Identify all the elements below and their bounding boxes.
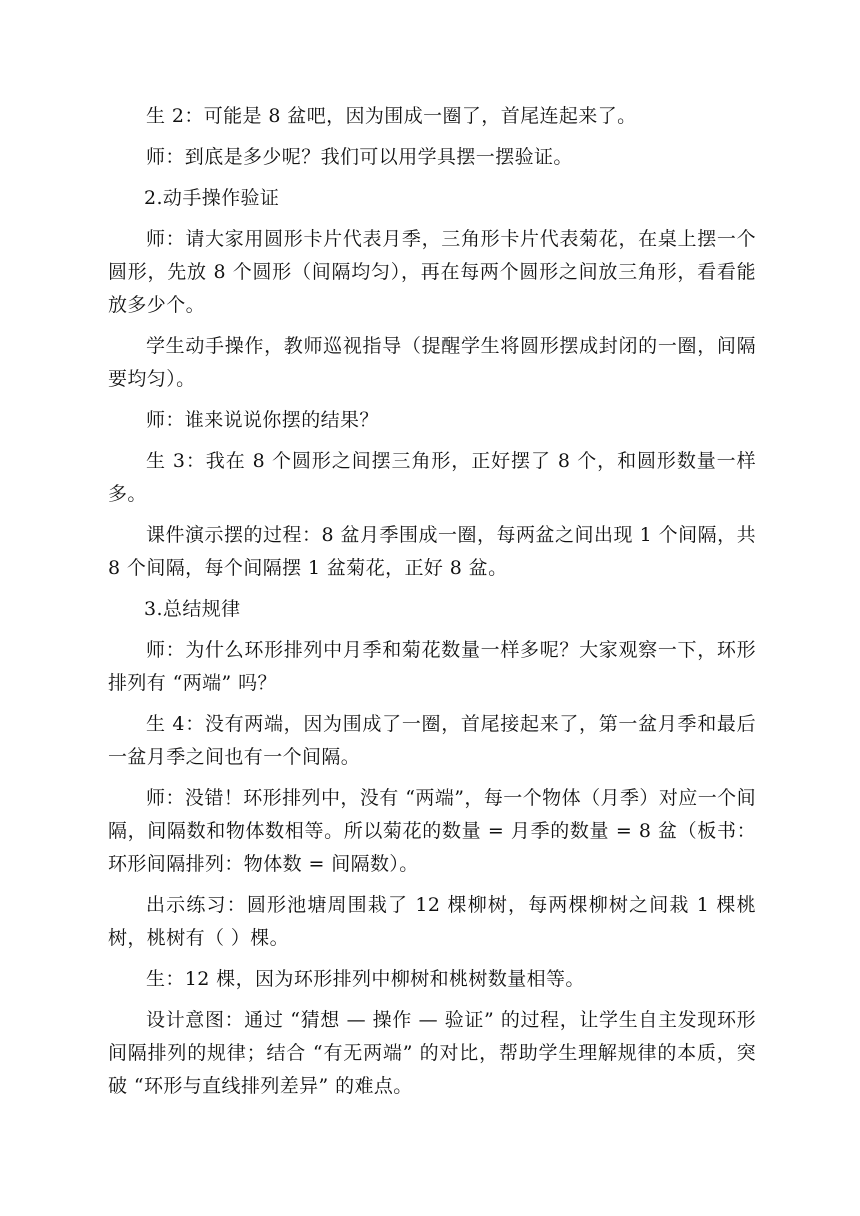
document-body xyxy=(108,100,756,1103)
paragraph-gap xyxy=(108,774,756,782)
paragraph-gap xyxy=(108,511,756,519)
paragraph-student3-result: 生 3：我在 8 个圆形之间摆三角形，正好摆了 8 个，和圆形数量一样多。 xyxy=(108,450,756,505)
paragraph-teacher-instructions: 师：请大家用圆形卡片代表月季，三角形卡片代表菊花，在桌上摆一个圆形，先放 8 个圆形（间隔均匀），再在每两个圆形之间放三角形，看看能放多少个。 xyxy=(108,228,756,316)
paragraph-gap xyxy=(108,215,756,223)
paragraph-student2-guess: 生 2：可能是 8 盆吧，因为围成一圈了，首尾连起来了。 xyxy=(146,105,637,127)
paragraph-gap xyxy=(108,437,756,445)
paragraph-teacher-verify: 师：到底是多少呢？我们可以用学具摆一摆验证。 xyxy=(146,146,573,168)
paragraph-teacher-why: 师：为什么环形排列中月季和菊花数量一样多呢？大家观察一下，环形排列有 “两端” 吗？ xyxy=(108,639,756,694)
section-heading-hands-on: 2.动手操作验证 xyxy=(144,187,280,209)
paragraph-gap xyxy=(108,322,756,330)
paragraph-gap xyxy=(108,955,756,963)
paragraph-design-intent: 设计意图：通过 “猜想 — 操作 — 验证” 的过程，让学生自主发现环形间隔排列的规律；结合 “有无两端” 的对比，帮助学生理解规律的本质，突破 “环形与直线排列差异” 的难点。 xyxy=(108,1009,756,1097)
paragraph-teacher-ask-result: 师：谁来说说你摆的结果？ xyxy=(146,409,379,431)
paragraph-gap xyxy=(108,626,756,634)
paragraph-student4-answer: 生 4：没有两端，因为围成了一圈，首尾接起来了，第一盆月季和最后一盆月季之间也有一个间隔。 xyxy=(108,713,756,768)
paragraph-gap xyxy=(108,396,756,404)
paragraph-gap xyxy=(108,585,756,593)
paragraph-exercise: 出示练习：圆形池塘周围栽了 12 棵柳树，每两棵柳树之间栽 1 棵桃树，桃树有（ ）棵。 xyxy=(108,894,756,949)
paragraph-student-exercise-answer: 生：12 棵，因为环形排列中柳树和桃树数量相等。 xyxy=(146,968,585,990)
paragraph-teacher-rule: 师：没错！环形排列中，没有 “两端”，每一个物体（月季）对应一个间隔，间隔数和物体数相等。所以菊花的数量 = 月季的数量 = 8 盆（板书：环形间隔排列：物体数 = 间隔数）。 xyxy=(108,787,756,875)
paragraph-gap xyxy=(108,174,756,182)
paragraph-gap xyxy=(108,700,756,708)
paragraph-gap xyxy=(108,133,756,141)
paragraph-gap xyxy=(108,996,756,1004)
paragraph-student-operation: 学生动手操作，教师巡视指导（提醒学生将圆形摆成封闭的一圈，间隔要均匀）。 xyxy=(108,335,756,390)
paragraph-gap xyxy=(108,881,756,889)
section-heading-summary: 3.总结规律 xyxy=(144,598,241,620)
paragraph-courseware-demo: 课件演示摆的过程：8 盆月季围成一圈，每两盆之间出现 1 个间隔，共 8 个间隔，每个间隔摆 1 盆菊花，正好 8 盆。 xyxy=(108,524,756,579)
